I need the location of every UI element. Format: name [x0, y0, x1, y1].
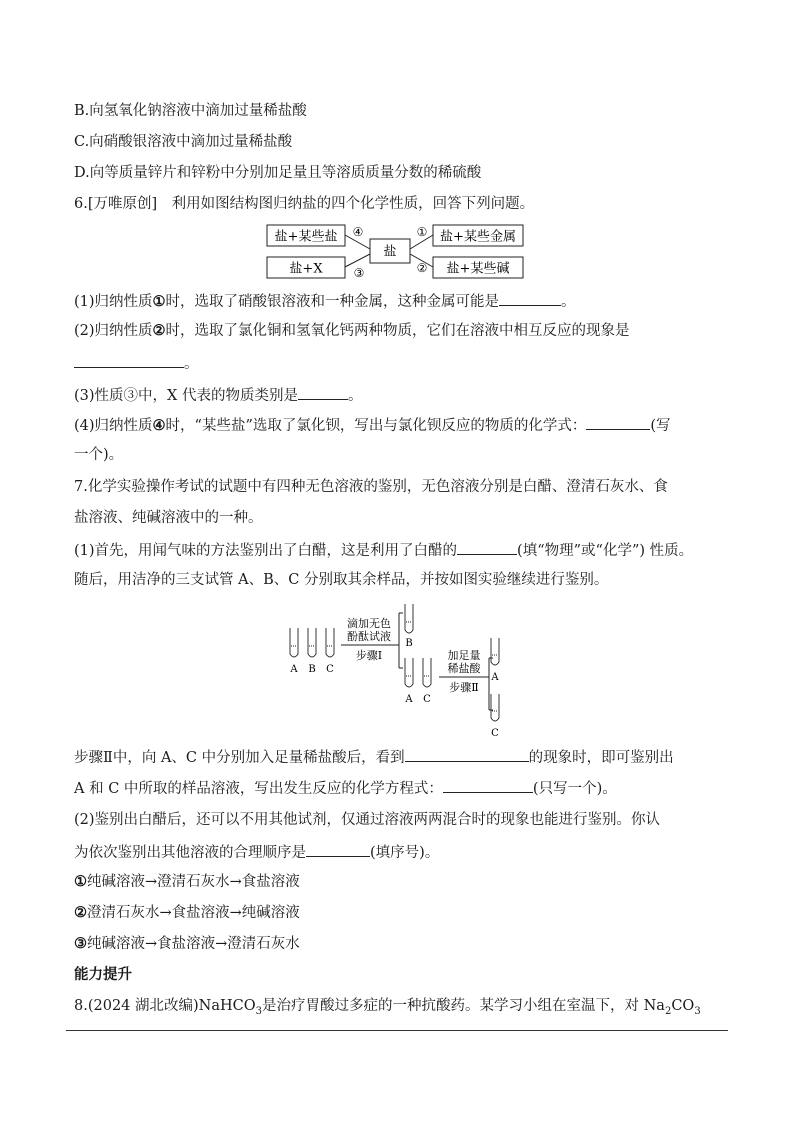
salt-properties-diagram — [262, 222, 532, 282]
step2-reagent-2: 稀盐酸 — [447, 662, 481, 675]
tube-c-result-label: C — [491, 728, 499, 739]
q7-part1: (1)首先，用闻气味的方法鉴别出了白醋，这是利用了白醋的 (填“物理”或“化学”) 性质。 — [74, 539, 693, 561]
option-c: C.向硝酸银溶液中滴加过量稀盐酸 — [74, 134, 293, 150]
option-b: B.向氢氧化钠溶液中滴加过量稀盐酸 — [74, 103, 307, 119]
q7-stem-1: 7.化学实验操作考试的试题中有四种无色溶液的鉴别，无色溶液分别是白醋、澄清石灰水、食 — [74, 479, 668, 495]
answer-blank[interactable] — [443, 777, 533, 793]
q6-part1: (1)归纳性质①时，选取了硝酸银溶液和一种金属，这种金属可能是 。 — [74, 290, 576, 312]
step1-reagent-1: 滴加无色 — [347, 617, 391, 630]
q6-part2: (2)归纳性质②时，选取了氯化铜和氢氧化钙两种物质，它们在溶液中相互反应的现象是 — [74, 322, 630, 339]
answer-blank[interactable] — [306, 841, 370, 857]
box-salt-plus-salt-label: 盐+某些盐 — [274, 229, 338, 245]
tube-b-result — [405, 604, 413, 633]
q7-step2-line2: A 和 C 中所取的样品溶液，写出发生反应的化学方程式： (只写一个)。 — [74, 777, 617, 799]
tube-b-label: B — [308, 664, 316, 675]
q6-stem: 6.[万唯原创] 利用如图结构图归纳盐的四个化学性质，回答下列问题。 — [74, 196, 535, 212]
tube-a-result-label: A — [491, 672, 499, 683]
label-4: ④ — [352, 225, 364, 239]
tube-c-label: C — [326, 664, 334, 675]
step2-reagent-1: 加足量 — [447, 649, 481, 662]
section-heading: 能力提升 — [74, 966, 132, 983]
tube-c-step2 — [423, 658, 431, 687]
answer-blank[interactable] — [405, 746, 529, 762]
tube-c-result — [491, 694, 499, 721]
label-3: ③ — [353, 266, 365, 280]
q7-option-2: ②澄清石灰水→食盐溶液→纯碱溶液 — [74, 904, 300, 921]
answer-blank[interactable] — [499, 290, 561, 306]
label-1: ① — [416, 225, 428, 239]
tube-a-step2 — [405, 658, 413, 687]
option-d: D.向等质量锌片和锌粉中分别加足量且等溶质质量分数的稀硫酸 — [74, 165, 482, 181]
label-2: ② — [416, 261, 428, 275]
q8-stem: 8.(2024 湖北改编)NaHCO$_3$是治疗胃酸过多症的一种抗酸药。某学习小组在室温下，对 $Na_2CO_3$ — [74, 998, 701, 1017]
q7-stem-2: 盐溶液、纯碱溶液中的一种。 — [74, 510, 263, 526]
step2-label: 步骤Ⅱ — [449, 681, 479, 694]
tube-a-step2-label: A — [405, 694, 413, 705]
q6-part2-cont: 。 — [74, 352, 199, 374]
q7-option-3: ③纯碱溶液→食盐溶液→澄清石灰水 — [74, 935, 300, 952]
step1-reagent-2: 酚酞试液 — [347, 630, 391, 643]
q7-part2: (2)鉴别出白醋后，还可以不用其他试剂，仅通过溶液两两混合时的现象也能进行鉴别。你认 — [74, 812, 661, 828]
q6-part4: (4)归纳性质④时，“某些盐”选取了氯化钡，写出与氯化钡反应的物质的化学式： (写 — [74, 414, 671, 436]
q7-part1-cont: 随后，用洁净的三支试管 A、B、C 分别取其余样品，并按如图实验继续进行鉴别。 — [74, 572, 609, 588]
q7-option-1: ①纯碱溶液→澄清石灰水→食盐溶液 — [74, 873, 300, 890]
page-divider — [66, 1030, 728, 1031]
box-salt-label: 盐 — [383, 244, 397, 260]
box-salt-plus-metal-label: 盐+某些金属 — [440, 229, 516, 245]
q7-step2-line1: 步骤Ⅱ中，向 A、C 中分别加入足量稀盐酸后，看到 的现象时，即可鉴别出 — [74, 746, 674, 768]
q6-part4-cont: 一个)。 — [74, 447, 124, 463]
tube-a-label: A — [290, 664, 298, 675]
tube-c-step2-label: C — [423, 694, 431, 705]
box-salt-plus-base-label: 盐+某些碱 — [446, 261, 510, 277]
tube-c — [326, 628, 334, 657]
answer-blank[interactable] — [74, 352, 184, 368]
answer-blank[interactable] — [298, 384, 348, 400]
q6-part3: (3)性质③中，X 代表的物质类别是 。 — [74, 384, 362, 406]
box-salt-plus-x-label: 盐+X — [289, 261, 323, 277]
tube-b-result-label: B — [405, 638, 413, 649]
answer-blank[interactable] — [586, 414, 650, 430]
answer-blank[interactable] — [457, 539, 517, 555]
test-tube-experiment-diagram — [283, 600, 513, 740]
tube-b — [308, 628, 316, 657]
q7-part2-cont: 为依次鉴别出其他溶液的合理顺序是 (填序号)。 — [74, 841, 439, 863]
tube-a-result — [491, 638, 499, 665]
step1-label: 步骤Ⅰ — [355, 649, 383, 662]
tube-a — [290, 628, 298, 657]
